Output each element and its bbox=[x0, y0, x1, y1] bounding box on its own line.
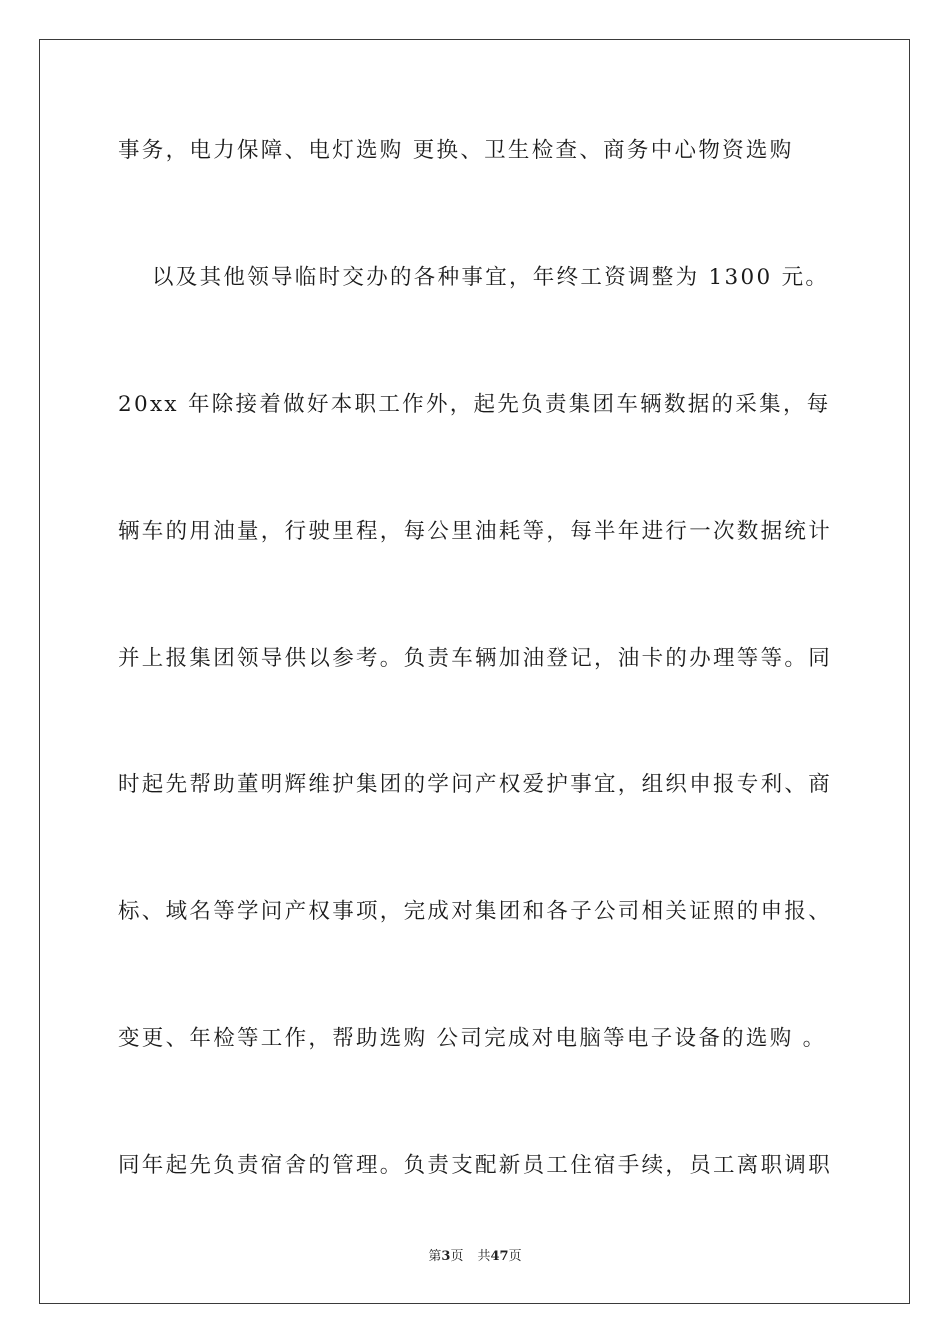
text-line: 同年起先负责宿舍的管理。负责支配新员工住宿手续，员工离职调职 bbox=[118, 1153, 833, 1179]
text-line: 时起先帮助董明辉维护集团的学问产权爱护事宜，组织申报专利、商 bbox=[118, 772, 833, 798]
page-label: 第3页 bbox=[428, 1249, 464, 1264]
total-pages-label: 共47页 bbox=[477, 1249, 522, 1264]
page-number: 3 bbox=[441, 1249, 451, 1264]
text-line: 标、域名等学问产权事项，完成对集团和各子公司相关证照的申报、 bbox=[118, 899, 833, 925]
text-line: 事务，电力保障、电灯选购 更换、卫生检查、商务中心物资选购 bbox=[118, 138, 794, 163]
page-footer bbox=[0, 1245, 950, 1264]
document-body bbox=[118, 128, 838, 1270]
text-line: 变更、年检等工作，帮助选购 公司完成对电脑等电子设备的选购 。 bbox=[118, 1026, 827, 1052]
text-line: 并上报集团领导供以参考。负责车辆加油登记，油卡的办理等等。同 bbox=[118, 645, 833, 671]
total-pages: 47 bbox=[490, 1249, 509, 1264]
text-line: 20xx 年除接着做好本职工作外，起先负责集团车辆数据的采集，每 bbox=[118, 391, 831, 417]
text-line: 辆车的用油量，行驶里程，每公里油耗等，每半年进行一次数据统计 bbox=[118, 518, 833, 544]
text-line: 以及其他领导临时交办的各种事宜，年终工资调整为 1300 元。 bbox=[152, 264, 830, 290]
